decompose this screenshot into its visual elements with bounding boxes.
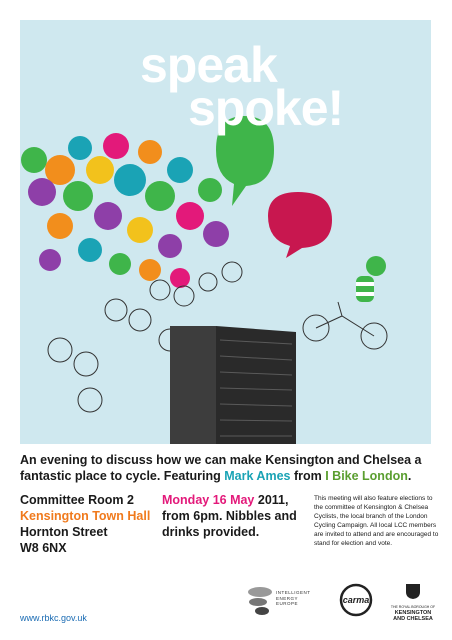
venue-postcode: W8 6NX: [20, 541, 67, 555]
rbkc-logo: [386, 582, 440, 622]
poster-title: [140, 37, 420, 136]
crest-icon: [403, 582, 423, 600]
title-line-1: speak: [140, 37, 277, 93]
rbkc-line-1: THE ROYAL BOROUGH OF: [390, 605, 436, 609]
venue-room: Committee Room 2: [20, 493, 134, 507]
carma-logo: [338, 582, 374, 622]
intro-part-1: An evening to discuss how we can make Kensington and Chelsea a fantastic place to cycle. Featuring: [20, 453, 422, 483]
speaker-name: Mark Ames: [224, 469, 291, 483]
date-rest: 2011, from 6pm. Nibbles and drinks provided.: [162, 493, 297, 539]
speaker-org: I Bike London: [325, 469, 408, 483]
crowd-heads: [21, 133, 229, 288]
intro-end: .: [407, 469, 412, 483]
website-link[interactable]: www.rbkc.gov.uk: [20, 613, 87, 623]
main-cyclist: [356, 256, 386, 302]
venue-hall: Kensington Town Hall: [20, 509, 151, 523]
intro-from: from: [290, 469, 326, 483]
tower-block: [170, 326, 296, 444]
intro-text: [20, 452, 440, 484]
hero-illustration: [20, 20, 431, 444]
iee-line-2: ENERGY: [276, 595, 299, 601]
venue-street: Hornton Street: [20, 525, 108, 539]
red-speech-bubble: [268, 192, 332, 258]
rbkc-line-2: KENSINGTON: [394, 609, 432, 616]
rbkc-line-3: AND CHELSEA: [393, 616, 433, 622]
iee-line-3: EUROPE: [276, 601, 299, 606]
iee-line-1: INTELLIGENT: [276, 590, 311, 595]
date-highlight: Monday 16 May: [162, 493, 255, 507]
election-note: This meeting will also feature elections to the committee of Kensington & Chelsea Cyclists, the local branch of the London Cycling Campaign. All local LCC members are invited to attend and are encouraged to stand for election and vote.: [314, 495, 439, 547]
event-date: [162, 492, 302, 540]
title-line-2: spoke!: [188, 80, 344, 136]
iee-logo-icon: [246, 584, 276, 620]
carma-text: carma: [342, 595, 370, 605]
iee-logo: [246, 582, 311, 622]
venue-address: [20, 492, 160, 556]
